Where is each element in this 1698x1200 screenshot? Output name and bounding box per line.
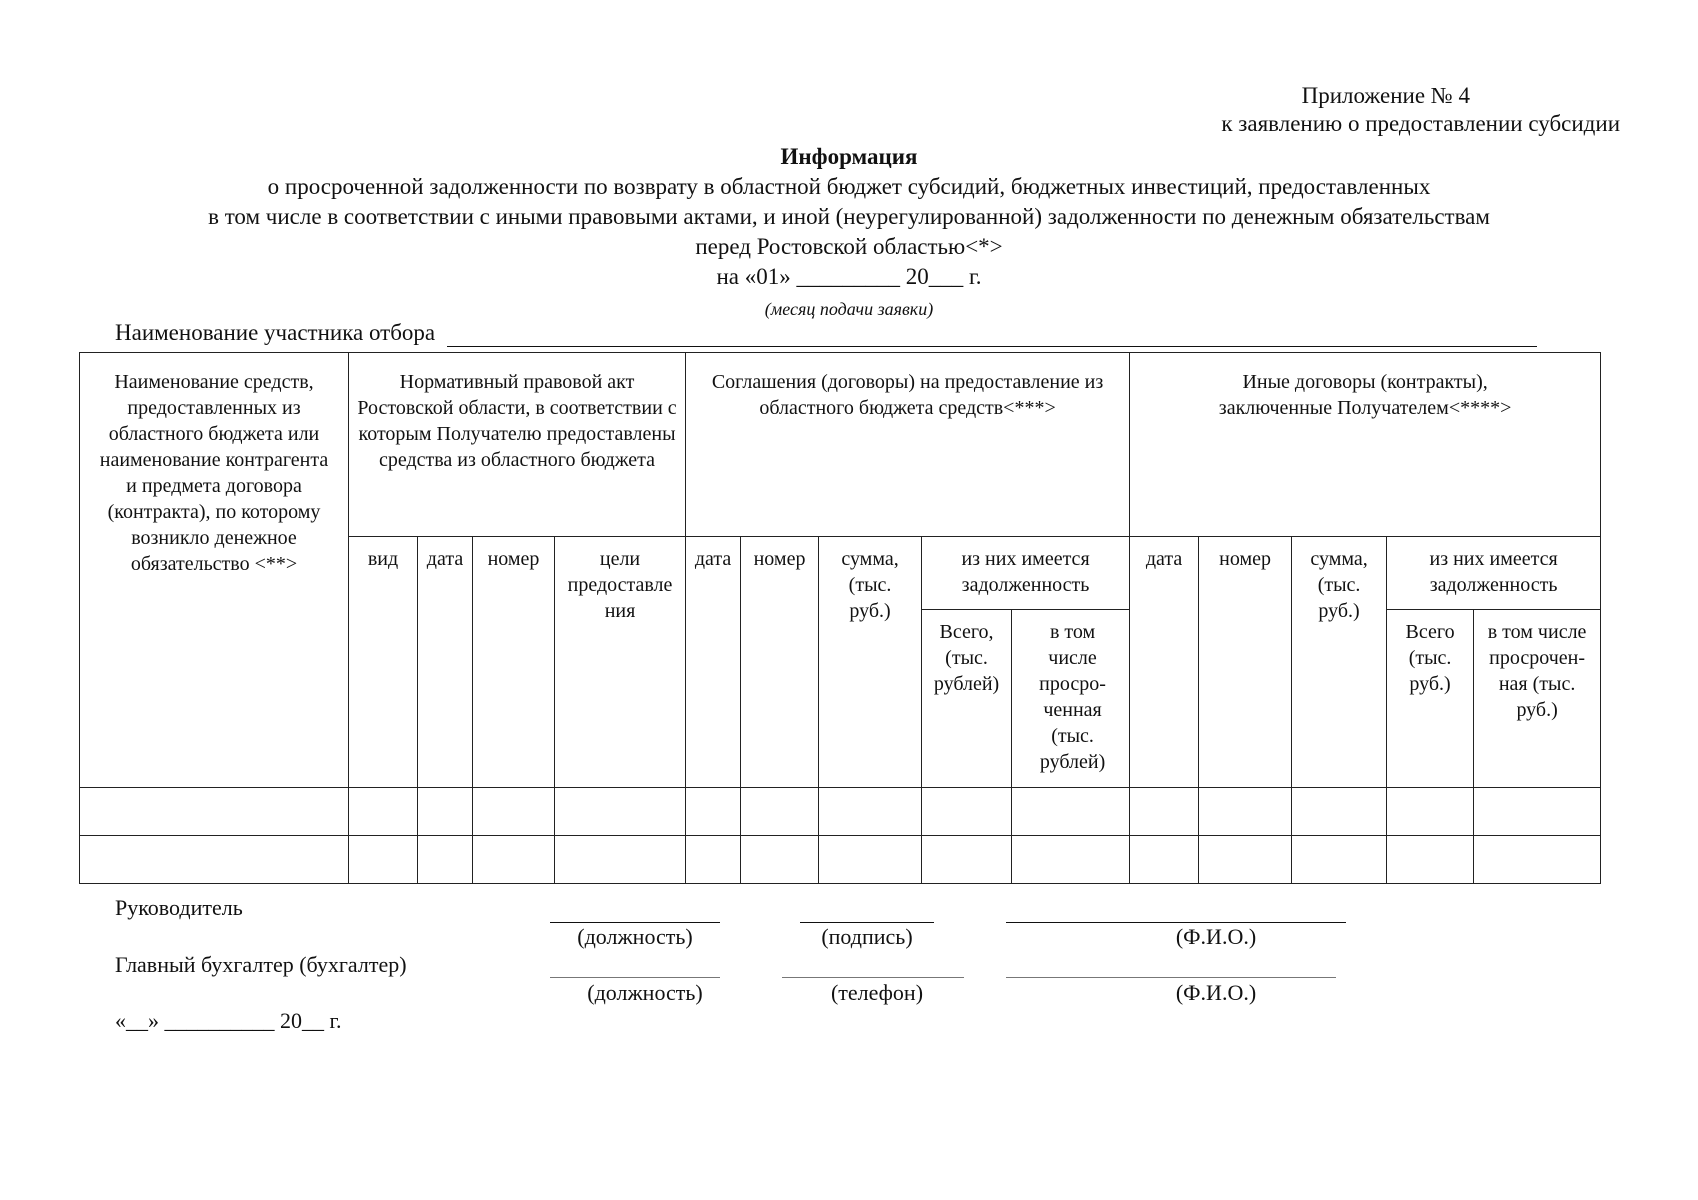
table-cell[interactable] — [686, 836, 741, 884]
table-cell[interactable] — [819, 788, 922, 836]
appendix-subtitle: к заявлению о предоставлении субсидии — [1221, 111, 1620, 136]
table-cell[interactable] — [1130, 836, 1199, 884]
fio-caption-2: (Ф.И.О.) — [1175, 980, 1257, 1005]
header-other-sum: сумма, (тыс. руб.) — [1292, 537, 1387, 788]
table-cell[interactable] — [418, 788, 473, 836]
table-cell[interactable] — [473, 788, 555, 836]
table-cell[interactable] — [686, 788, 741, 836]
table-cell[interactable] — [555, 788, 686, 836]
header-funds-name: Наименование средств, предоставленных из областного бюджета или наименование контрагента и предмета договора (контракта), по которому возникло денежное обязательство <**> — [80, 353, 349, 788]
position-caption: (должность) — [577, 924, 693, 949]
signature-caption: (подпись) — [821, 924, 913, 949]
header-other-date: дата — [1130, 537, 1199, 788]
head-fio-line[interactable] — [1006, 922, 1346, 923]
header-legal-act: Нормативный правовой акт Ростовской области, в соответствии с которым Получателю предоставлены средства из областного бюджета — [349, 353, 686, 537]
signature-date-line: «__» __________ 20__ г. — [115, 1008, 342, 1033]
header-agreement-sum: сумма, (тыс. руб.) — [819, 537, 922, 788]
header-other-contracts: Иные договоры (контракты), заключенные Получателем<****> — [1130, 353, 1601, 537]
table-cell[interactable] — [1387, 788, 1474, 836]
chief-accountant-label: Главный бухгалтер (бухгалтер) — [115, 952, 407, 977]
appendix-block — [1070, 82, 1620, 138]
table-cell[interactable] — [1199, 836, 1292, 884]
table-cell[interactable] — [1199, 788, 1292, 836]
position-caption-2: (должность) — [587, 980, 703, 1005]
table-cell[interactable] — [922, 788, 1012, 836]
header-act-type: вид — [349, 537, 418, 788]
heading-line-1: о просроченной задолженности по возврату в областной бюджет субсидий, бюджетных инвестиций, предоставленных — [267, 174, 1431, 199]
table-cell[interactable] — [80, 788, 349, 836]
accountant-fio-line[interactable] — [1006, 977, 1336, 978]
report-date-line: на «01» _________ 20___ г. — [716, 264, 982, 289]
heading-line-3: перед Ростовской областью<*> — [695, 234, 1003, 259]
fio-caption: (Ф.И.О.) — [1175, 924, 1257, 949]
participant-name-field[interactable] — [447, 320, 1537, 347]
header-act-number: номер — [473, 537, 555, 788]
table-cell[interactable] — [1130, 788, 1199, 836]
participant-row — [115, 320, 1537, 347]
table-cell[interactable] — [1474, 836, 1601, 884]
heading-line-2: в том числе в соответствии с иными правовыми актами, и иной (неурегулированной) задолженности по денежным обязательствам — [208, 204, 1490, 229]
head-signature-line[interactable] — [800, 922, 934, 923]
table-cell[interactable] — [473, 836, 555, 884]
table-cell[interactable] — [555, 836, 686, 884]
header-agreement-debt-overdue: в том числе просро-ченная (тыс. рублей) — [1012, 610, 1130, 788]
table-cell[interactable] — [922, 836, 1012, 884]
header-other-debt: из них имеется задолженность — [1387, 537, 1601, 610]
table-cell[interactable] — [819, 836, 922, 884]
header-agreement-debt: из них имеется задолженность — [922, 537, 1130, 610]
phone-caption: (телефон) — [830, 980, 924, 1005]
table-row — [80, 788, 1601, 836]
table-row — [80, 836, 1601, 884]
head-label: Руководитель — [115, 895, 243, 920]
report-date-hint: (месяц подачи заявки) — [764, 299, 934, 319]
table-cell[interactable] — [1012, 836, 1130, 884]
header-agreement-debt-total: Всего, (тыс. рублей) — [922, 610, 1012, 788]
header-agreement-date: дата — [686, 537, 741, 788]
table-cell[interactable] — [349, 836, 418, 884]
table-cell[interactable] — [1474, 788, 1601, 836]
header-other-debt-total: Всего (тыс. руб.) — [1387, 610, 1474, 788]
table-cell[interactable] — [1292, 788, 1387, 836]
table-cell[interactable] — [1387, 836, 1474, 884]
header-agreement-number: номер — [741, 537, 819, 788]
table-cell[interactable] — [80, 836, 349, 884]
header-other-debt-overdue: в том числе просрочен-ная (тыс. руб.) — [1474, 610, 1601, 788]
head-position-line[interactable] — [550, 922, 720, 923]
header-act-purpose: цели предоставле ния — [555, 537, 686, 788]
header-other-number: номер — [1199, 537, 1292, 788]
appendix-number: Приложение № 4 — [1301, 83, 1470, 108]
header-act-date: дата — [418, 537, 473, 788]
participant-label: Наименование участника отбора — [115, 320, 436, 345]
table-cell[interactable] — [1292, 836, 1387, 884]
table-cell[interactable] — [418, 836, 473, 884]
table-cell[interactable] — [741, 788, 819, 836]
table-cell[interactable] — [1012, 788, 1130, 836]
document-title: Информация — [780, 144, 918, 169]
accountant-position-line[interactable] — [550, 977, 720, 978]
header-agreements: Соглашения (договоры) на предоставление из областного бюджета средств<***> — [686, 353, 1130, 537]
accountant-phone-line[interactable] — [782, 977, 964, 978]
table-cell[interactable] — [741, 836, 819, 884]
debt-table — [79, 352, 1601, 884]
table-cell[interactable] — [349, 788, 418, 836]
